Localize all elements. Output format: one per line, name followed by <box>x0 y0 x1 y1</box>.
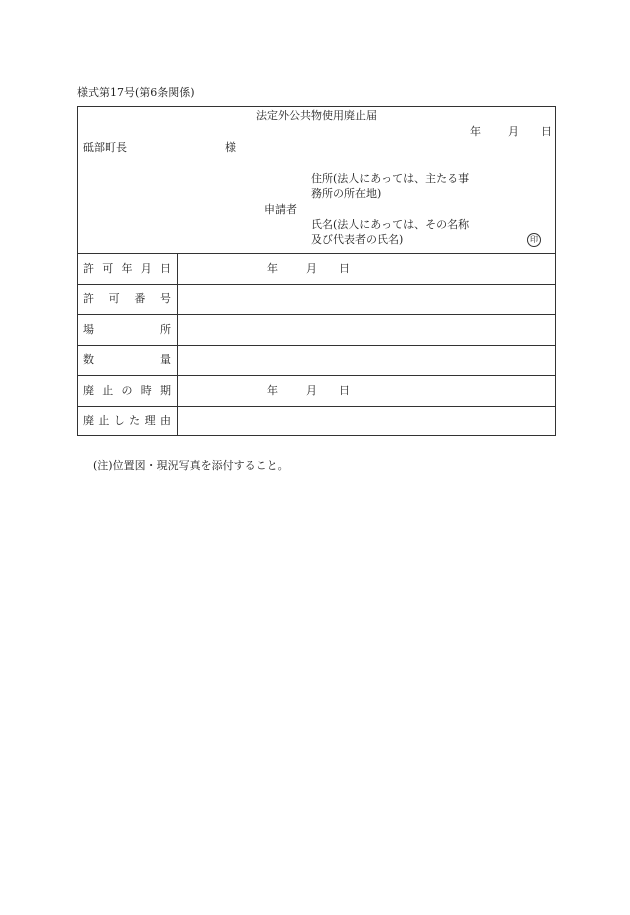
date-year-label: 年 <box>267 383 278 397</box>
form-table <box>78 253 555 436</box>
row-label-char: 日 <box>160 261 171 275</box>
table-row <box>78 375 555 406</box>
name-label-line1: 氏名(法人にあっては、その名称 <box>311 218 470 231</box>
row-label-char: 由 <box>159 414 171 428</box>
row-label-char: 月 <box>140 261 152 275</box>
row-label <box>78 315 178 345</box>
row-label-char: 許 <box>83 292 94 306</box>
table-row <box>78 406 555 437</box>
table-row <box>78 314 555 345</box>
row-label-char: 止 <box>98 414 110 428</box>
row-value-field[interactable] <box>178 315 555 345</box>
address-label-line1: 住所(法人にあっては、主たる事 <box>311 172 470 185</box>
row-label-char: 番 <box>134 292 146 306</box>
row-label-char: 場 <box>83 322 94 336</box>
address-label-line2: 務所の所在地) <box>311 187 382 200</box>
table-row <box>78 284 555 315</box>
row-label-char: 許 <box>83 261 94 275</box>
row-label-char: 可 <box>102 261 114 275</box>
date-day-label: 日 <box>339 383 350 397</box>
row-label-char: 可 <box>108 292 120 306</box>
row-label <box>78 254 178 284</box>
row-value-field[interactable] <box>178 407 555 437</box>
form-number: 様式第17号(第6条関係) <box>77 86 195 99</box>
row-label-char: 廃 <box>83 414 94 428</box>
row-label-char: し <box>113 414 125 428</box>
form-box <box>77 106 556 436</box>
row-label <box>78 285 178 315</box>
row-label <box>78 376 178 406</box>
row-label-char: 所 <box>160 322 171 336</box>
addressee: 砥部町長 <box>83 141 127 154</box>
row-label-char: 時 <box>140 383 152 397</box>
row-value-field[interactable] <box>178 376 555 406</box>
table-row <box>78 253 555 284</box>
applicant-label: 申請者 <box>264 203 297 216</box>
date-year-label: 年 <box>267 261 278 275</box>
row-label-char: 理 <box>144 414 156 428</box>
row-label-char: 量 <box>160 353 171 367</box>
row-label <box>78 346 178 376</box>
row-value-field[interactable] <box>178 285 555 315</box>
row-label-char: 号 <box>159 292 171 306</box>
date-month-label: 月 <box>306 261 317 275</box>
form-title: 法定外公共物使用廃止届 <box>256 109 377 122</box>
date-day-label: 日 <box>541 125 552 138</box>
date-day-label: 日 <box>339 261 350 275</box>
row-label-char: 廃 <box>83 383 94 397</box>
row-label-char: 止 <box>102 383 114 397</box>
seal-mark: 印 <box>527 233 541 247</box>
row-label <box>78 407 178 437</box>
row-value-field[interactable] <box>178 346 555 376</box>
table-row <box>78 345 555 376</box>
name-label-line2: 及び代表者の氏名) <box>311 233 404 246</box>
row-value-field[interactable] <box>178 254 555 284</box>
row-label-char: 年 <box>121 261 133 275</box>
footnote: (注)位置図・現況写真を添付すること。 <box>93 459 289 472</box>
row-label-char: 数 <box>83 353 94 367</box>
honorific: 様 <box>225 141 236 154</box>
date-year-label: 年 <box>470 125 481 138</box>
date-month-label: 月 <box>508 125 519 138</box>
row-label-char: た <box>129 414 141 428</box>
row-label-char: の <box>121 383 133 397</box>
date-month-label: 月 <box>306 383 317 397</box>
row-label-char: 期 <box>160 383 171 397</box>
